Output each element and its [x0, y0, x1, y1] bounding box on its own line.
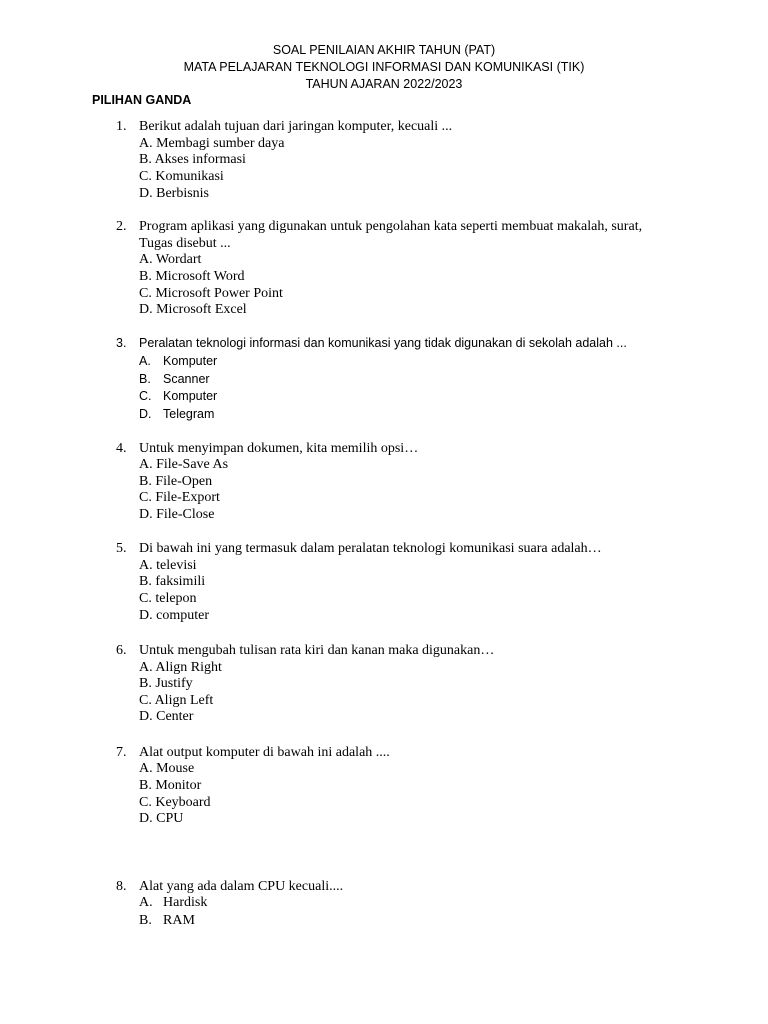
option-a: A. Mouse	[139, 761, 195, 776]
option-letter: D.	[139, 407, 152, 421]
option-d: D. CPU	[139, 811, 184, 826]
question-number: 4.	[116, 441, 127, 456]
option-a: A. Membagi sumber daya	[139, 136, 285, 151]
question-stem: Alat output komputer di bawah ini adalah ....	[139, 745, 390, 760]
doc-title: SOAL PENILAIAN AKHIR TAHUN (PAT)	[272, 43, 496, 57]
question-stem: Alat yang ada dalam CPU kecuali....	[139, 879, 344, 894]
question-stem: Di bawah ini yang termasuk dalam peralatan teknologi komunikasi suara adalah…	[139, 541, 602, 556]
question-number: 8.	[116, 879, 127, 894]
option-text: Scanner	[163, 372, 210, 386]
question-stem: Berikut adalah tujuan dari jaringan komputer, kecuali ...	[139, 119, 453, 134]
option-a: A. televisi	[139, 558, 197, 573]
option-d: D. Center	[139, 709, 194, 724]
option-a: A. File-Save As	[139, 457, 229, 472]
doc-subject: MATA PELAJARAN TEKNOLOGI INFORMASI DAN KOMUNIKASI (TIK)	[183, 60, 585, 74]
option-c: C. File-Export	[139, 490, 220, 505]
option-a	[139, 353, 217, 371]
option-c: C. Microsoft Power Point	[139, 286, 283, 301]
question-stem-line-1: Program aplikasi yang digunakan untuk pengolahan kata seperti membuat makalah, surat,	[139, 219, 643, 234]
option-d: D. Microsoft Excel	[139, 302, 247, 317]
question-number: 1.	[116, 119, 127, 134]
question-stem: Peralatan teknologi informasi dan komunikasi yang tidak digunakan di sekolah adalah ...	[139, 336, 627, 350]
option-b: B. faksimili	[139, 574, 206, 589]
option-a: A. Align Right	[139, 660, 222, 675]
option-letter: B.	[139, 372, 151, 386]
option-letter: A.	[139, 354, 151, 368]
question-number: 6.	[116, 643, 127, 658]
option-b: B. Microsoft Word	[139, 269, 245, 284]
section-title: PILIHAN GANDA	[92, 93, 192, 107]
option-c: C. Komunikasi	[139, 169, 224, 184]
option-b: B. File-Open	[139, 474, 213, 489]
option-letter: A.	[139, 895, 153, 910]
doc-year: TAHUN AJARAN 2022/2023	[305, 77, 463, 91]
question-number: 3.	[116, 336, 127, 350]
question-number: 7.	[116, 745, 127, 760]
option-b: B. Monitor	[139, 778, 202, 793]
option-text: Komputer	[163, 389, 218, 403]
question-number: 5.	[116, 541, 127, 556]
question-stem: Untuk menyimpan dokumen, kita memilih opsi…	[139, 441, 419, 456]
option-text: Telegram	[163, 407, 215, 421]
option-d: D. Berbisnis	[139, 186, 209, 201]
option-a: A. Wordart	[139, 252, 202, 267]
option-b: B. Akses informasi	[139, 152, 246, 167]
question-stem: Untuk mengubah tulisan rata kiri dan kanan maka digunakan…	[139, 643, 495, 658]
option-a	[139, 895, 207, 912]
option-b: B. Justify	[139, 676, 193, 691]
option-text: RAM	[163, 913, 195, 928]
option-b	[139, 913, 195, 930]
option-d	[139, 406, 214, 424]
option-letter: C.	[139, 389, 152, 403]
option-d: D. File-Close	[139, 507, 215, 522]
option-d: D. computer	[139, 608, 209, 623]
question-number: 2.	[116, 219, 127, 234]
option-text: Komputer	[163, 354, 218, 368]
option-c: C. telepon	[139, 591, 197, 606]
option-b	[139, 371, 210, 389]
option-c: C. Keyboard	[139, 795, 211, 810]
option-c	[139, 388, 217, 406]
option-letter: B.	[139, 913, 152, 928]
question-stem-line-2: Tugas disebut ...	[139, 236, 231, 251]
option-text: Hardisk	[163, 895, 208, 910]
option-c: C. Align Left	[139, 693, 214, 708]
